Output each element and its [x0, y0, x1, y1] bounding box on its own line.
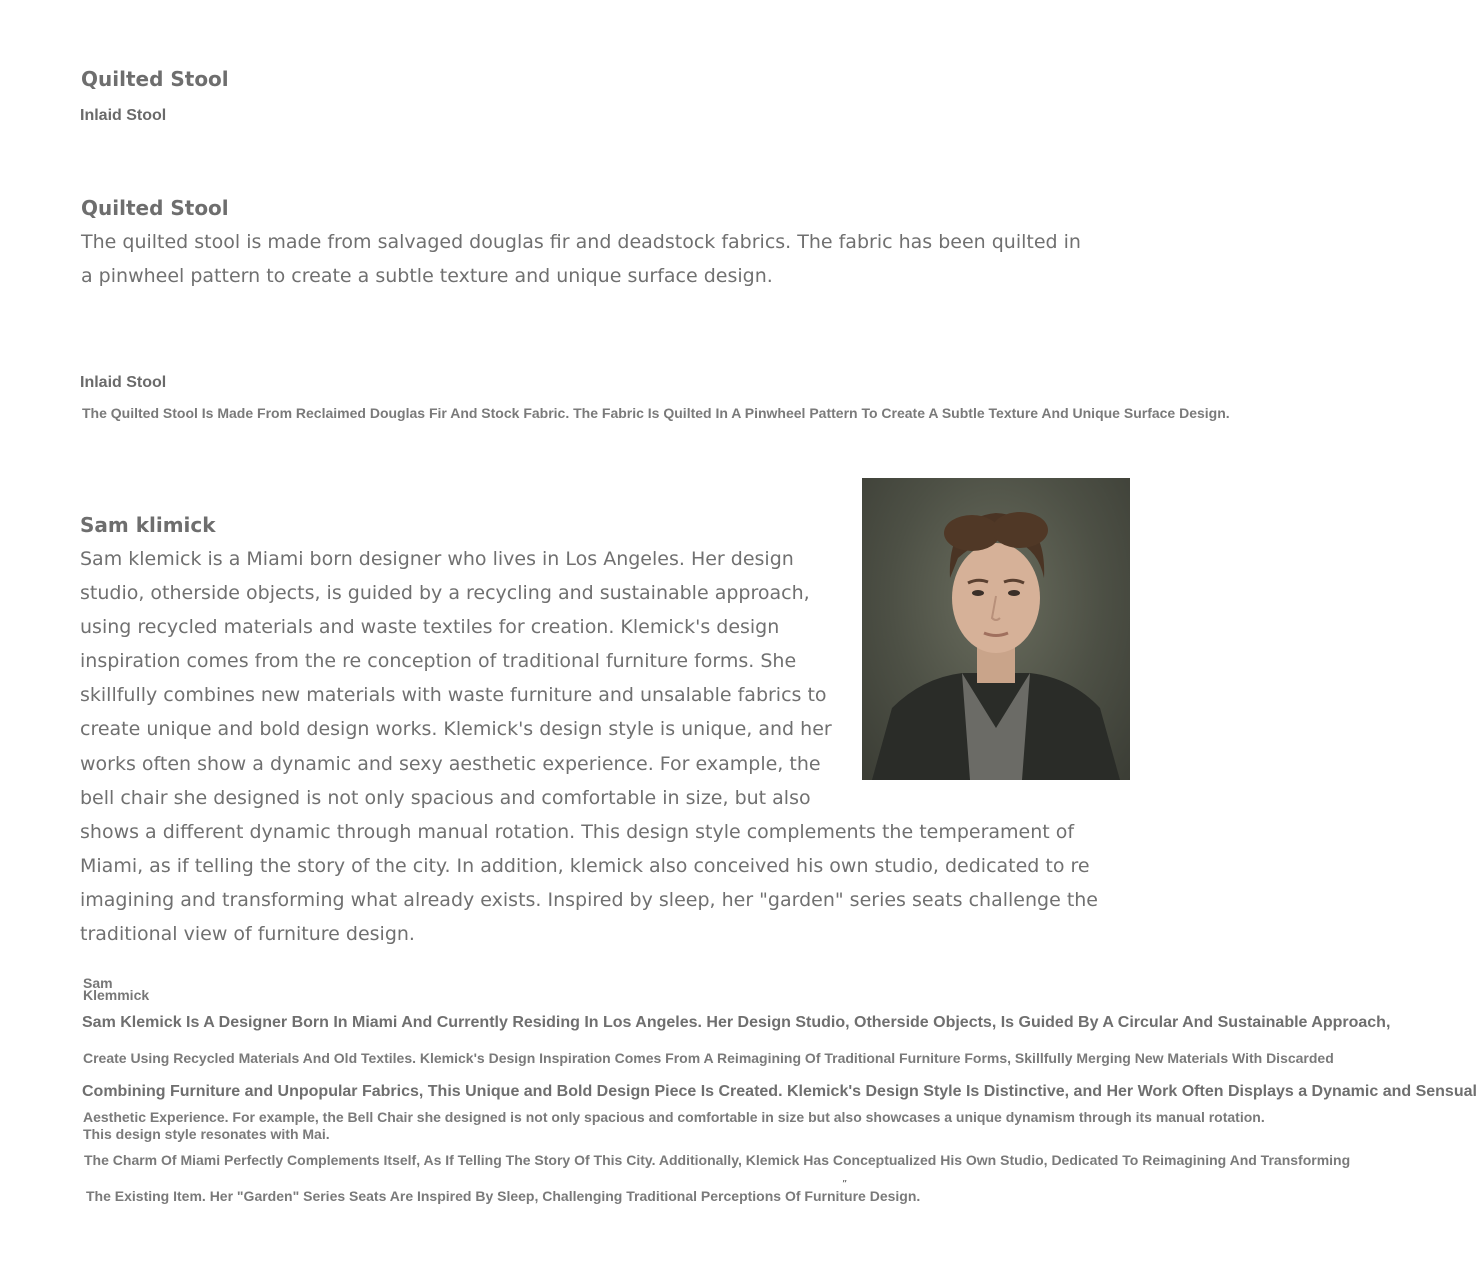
- translated-bio-line: This design style resonates with Mai.: [83, 1126, 330, 1142]
- quote-mark-icon: ”: [842, 1179, 848, 1190]
- designer-name: Sam klimick: [80, 513, 216, 537]
- translated-bio-line: Combining Furniture and Unpopular Fabrics, This Unique and Bold Design Piece Is Created. Klemick's Design Style Is Distinctive, and Her Work Often Displays a Dynamic and Sensual: [82, 1083, 1477, 1100]
- translated-name-first: Sam: [83, 975, 113, 991]
- translated-designer-name: [83, 977, 203, 1001]
- translated-bio-line: The Existing Item. Her "Garden" Series Seats Are Inspired By Sleep, Challenging Traditional Perceptions Of Furniture Design.: [86, 1188, 921, 1204]
- designer-bio-section: [80, 542, 1140, 951]
- quilted-stool-title: Quilted Stool: [81, 67, 229, 91]
- translated-bio-line: Aesthetic Experience. For example, the Bell Chair she designed is not only spacious and comfortable in size but also showcases a unique dynamism through its manual rotation.: [83, 1109, 1265, 1125]
- translated-bio-line: The Charm Of Miami Perfectly Complements Itself, As If Telling The Story Of This City. Additionally, Klemick Has Conceptualized His Own Studio, Dedicated To Reimagining And Transforming: [84, 1152, 1351, 1168]
- quilted-stool-description: The quilted stool is made from salvaged douglas fir and deadstock fabrics. The fabric has been quilted in a pinwheel pattern to create a subtle texture and unique surface design.: [81, 231, 1081, 287]
- quilted-stool-heading: Quilted Stool: [81, 196, 229, 220]
- inlaid-stool-title: Inlaid Stool: [80, 107, 167, 124]
- inlaid-stool-heading: Inlaid Stool: [80, 374, 167, 391]
- designer-bio: Sam klemick is a Miami born designer who lives in Los Angeles. Her design studio, otherside objects, is guided by a recycling and sustainable approach, using recycled materials and waste textiles for creation. Klemick's design inspiration comes from the re conception of traditional furniture forms. She skillfully combines new materials with waste furniture and unsalable fabrics to create unique and bold design works. Klemick's design style is unique, and her works often show a dynamic and sexy aesthetic experience. For example, the bell chair she designed is not only spacious and comfortable in size, but also shows a different dynamic through manual rotation. This design style complements the temperament of Miami, as if telling the story of the city. In addition, klemick also conceived his own studio, dedicated to re imagining and transforming what already exists. Inspired by sleep, her "garden" series seats challenge the traditional view of furniture design.: [80, 548, 1098, 946]
- designer-portrait: [862, 478, 1130, 780]
- portrait-illustration: [862, 478, 1130, 780]
- translated-bio-line: Sam Klemick Is A Designer Born In Miami And Currently Residing In Los Angeles. Her Design Studio, Otherside Objects, Is Guided By A Circular And Sustainable Approach,: [82, 1014, 1391, 1031]
- inlaid-stool-description: The Quilted Stool Is Made From Reclaimed Douglas Fir And Stock Fabric. The Fabric Is Quilted In A Pinwheel Pattern To Create A Subtle Texture And Unique Surface Design.: [82, 405, 1230, 421]
- translated-name-last: Klemmick: [83, 987, 150, 1003]
- translated-bio-line: Create Using Recycled Materials And Old Textiles. Klemick's Design Inspiration Comes From A Reimagining Of Traditional Furniture Forms, Skillfully Merging New Materials With Discarded: [83, 1050, 1334, 1066]
